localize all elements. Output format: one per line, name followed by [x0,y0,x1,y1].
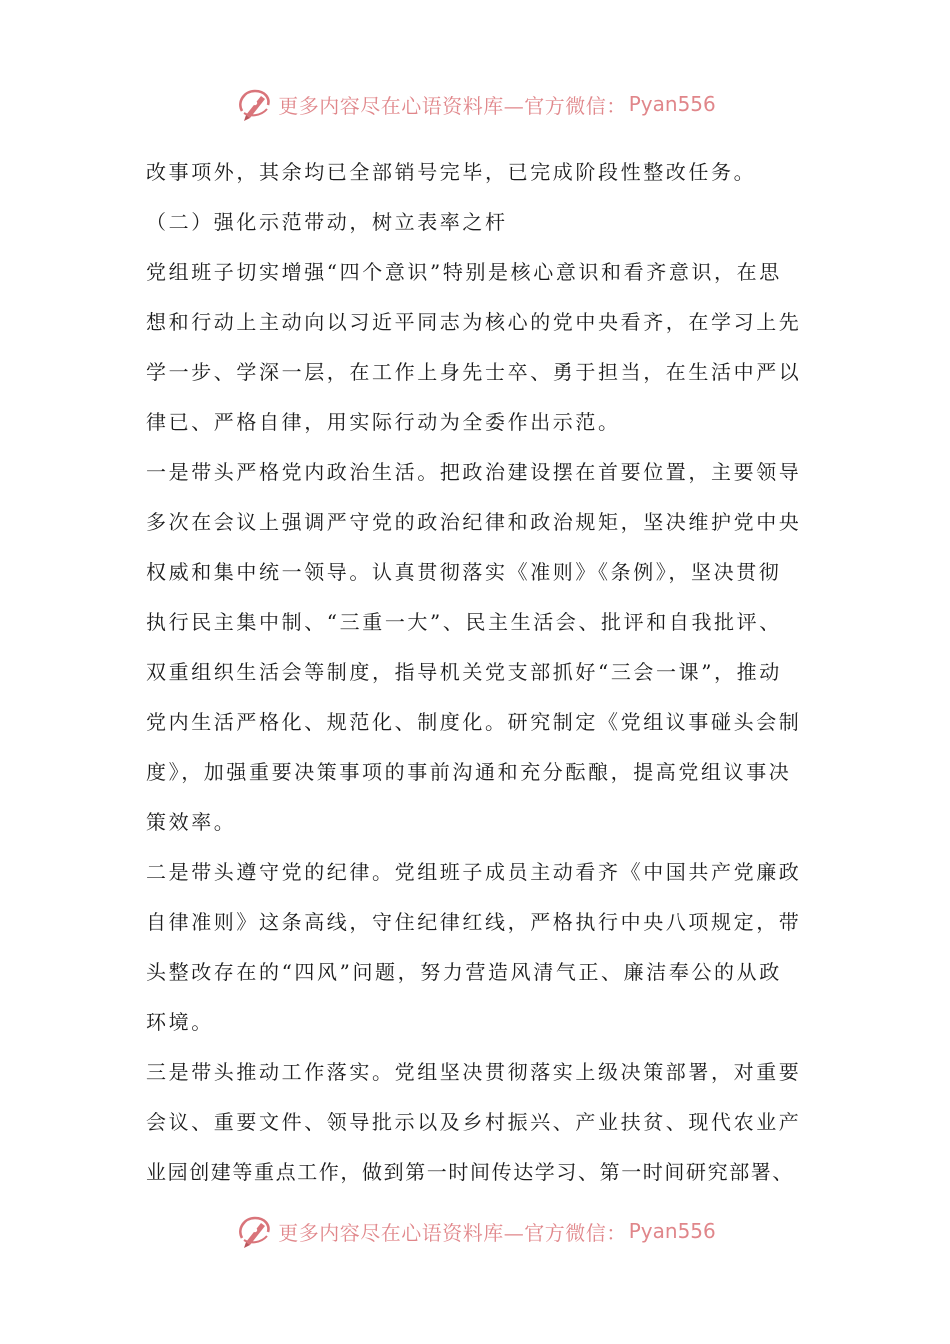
text-line: 权威和集中统一领导。认真贯彻落实《准则》《条例》，坚决贯彻 [146,560,782,584]
pen-logo-icon [234,1211,274,1251]
pen-logo-icon [234,84,274,124]
document-body [146,147,816,1197]
text-line: 头整改存在的“四风”问题，努力营造风清气正、廉洁奉公的从政 [146,960,782,984]
watermark-text: 更多内容尽在心语资料库—官方微信： [278,1220,627,1245]
text-line: 三是带头推动工作落实。党组坚决贯彻落实上级决策部署，对重要 [146,1060,802,1084]
text-line: 会议、重要文件、领导批示以及乡村振兴、产业扶贫、现代农业产 [146,1110,802,1134]
text-line: 学一步、学深一层，在工作上身先士卒、勇于担当，在生活中严以 [146,360,802,384]
text-line: 自律准则》这条高线，守住纪律红线，严格执行中央八项规定，带 [146,910,802,934]
text-line: 党内生活严格化、规范化、制度化。研究制定《党组议事碰头会制 [146,710,802,734]
watermark-wechat-id: Pyan556 [628,1219,716,1243]
text-line: 环境。 [146,1010,214,1034]
text-line: 双重组织生活会等制度，指导机关党支部抓好“三会一课”，推动 [146,660,782,684]
text-line: 二是带头遵守党的纪律。党组班子成员主动看齐《中国共产党廉政 [146,860,802,884]
text-line: 一是带头严格党内政治生活。把政治建设摆在首要位置，主要领导 [146,460,802,484]
text-line: 党组班子切实增强“四个意识”特别是核心意识和看齐意识，在思 [146,260,782,284]
text-line: 度》，加强重要决策事项的事前沟通和充分酝酿，提高党组议事决 [146,760,792,784]
text-line: 策效率。 [146,810,237,834]
text-line: 多次在会议上强调严守党的政治纪律和政治规矩，坚决维护党中央 [146,510,802,534]
section-heading: （二）强化示范带动，树立表率之杆 [146,210,508,234]
watermark-footer [0,1211,950,1251]
text-line: 业园创建等重点工作，做到第一时间传达学习、第一时间研究部署、 [146,1160,794,1184]
text-line: 改事项外，其余均已全部销号完毕，已完成阶段性整改任务。 [146,160,757,184]
watermark-wechat-id: Pyan556 [628,92,716,116]
text-line: 律已、严格自律，用实际行动为全委作出示范。 [146,410,621,434]
text-line: 想和行动上主动向以习近平同志为核心的党中央看齐，在学习上先 [146,310,802,334]
watermark-header [0,84,950,124]
watermark-text: 更多内容尽在心语资料库—官方微信： [278,93,627,118]
text-line: 执行民主集中制、“三重一大”、民主生活会、批评和自我批评、 [146,610,782,634]
